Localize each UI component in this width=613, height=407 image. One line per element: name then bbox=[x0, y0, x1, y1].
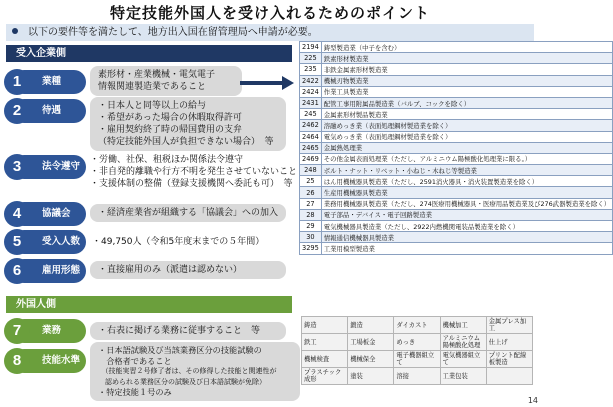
job-cell: プラスチック成形 bbox=[302, 368, 348, 385]
industry-code: 2465 bbox=[300, 142, 322, 153]
page-number: 14 bbox=[527, 396, 538, 405]
job-cell: 電気機器組立て bbox=[440, 351, 486, 368]
industry-name: 情報通信機械器具製造業 bbox=[321, 232, 612, 243]
job-cell: めっき bbox=[394, 334, 440, 351]
industry-name: 非鉄金属素形材製造業 bbox=[321, 64, 612, 75]
point-number: 5 bbox=[4, 229, 30, 255]
page-title: 特定技能外国人を受け入れるためのポイント bbox=[109, 4, 430, 22]
point-number: 6 bbox=[4, 258, 30, 284]
job-cell: 鋳造 bbox=[302, 317, 348, 334]
job-row bbox=[302, 317, 533, 334]
industry-code: 2424 bbox=[300, 86, 322, 97]
job-cell: ダイカスト bbox=[394, 317, 440, 334]
industry-code: 245 bbox=[300, 109, 322, 120]
job-cell: 機械加工 bbox=[440, 317, 486, 334]
industry-code: 25 bbox=[300, 176, 322, 187]
job-row bbox=[302, 351, 533, 368]
point-description: 素形材・産業機械・電気電子 情報関連製造業であること bbox=[90, 66, 242, 96]
industry-code: 248 bbox=[300, 165, 322, 176]
industry-name: 機械刃物製造業 bbox=[321, 75, 612, 86]
point-number: 8 bbox=[4, 348, 30, 374]
industry-code: 2194 bbox=[300, 42, 322, 53]
table-row bbox=[300, 209, 613, 220]
table-row bbox=[300, 64, 613, 75]
industry-name: 鋳型製造業（中子を含む） bbox=[321, 42, 612, 53]
industry-name: 業務用機械器具製造業（ただし、274医療用機械器具・医療用品製造業及び276武器製造業を除く） bbox=[321, 198, 612, 209]
job-cell: 仕上げ bbox=[486, 334, 532, 351]
industry-code: 2464 bbox=[300, 131, 322, 142]
industry-code: 28 bbox=[300, 209, 322, 220]
point-number: 7 bbox=[4, 318, 30, 344]
point-description: ・直接雇用のみ（派遣は認めない） bbox=[90, 261, 286, 279]
industry-name: ボルト・ナット・リベット・小ねじ・木ねじ等製造業 bbox=[321, 165, 612, 176]
table-row bbox=[300, 243, 613, 254]
point-label: 待遇 bbox=[12, 99, 86, 123]
table-row bbox=[300, 142, 613, 153]
table-row bbox=[300, 42, 613, 53]
table-row bbox=[300, 109, 613, 120]
point-label: 法令遵守 bbox=[12, 155, 86, 179]
industry-name: その他金属表面処理業（ただし、アルミニウム陽極酸化処理業に限る。） bbox=[321, 153, 612, 164]
table-row bbox=[300, 232, 613, 243]
table-row bbox=[300, 120, 613, 131]
industry-code: 29 bbox=[300, 221, 322, 232]
table-row bbox=[300, 198, 613, 209]
point-description: ・日本人と同等以上の給与 ・希望があった場合の休暇取得許可 ・雇用契約終了時の帰国費用の支弁 （特定技能外国人が負担できない場合） 等 bbox=[90, 97, 286, 151]
job-cell: 鍛造 bbox=[348, 317, 394, 334]
industry-code: 2469 bbox=[300, 153, 322, 164]
industry-name: 作業工具製造業 bbox=[321, 86, 612, 97]
industry-code: 2422 bbox=[300, 75, 322, 86]
point-description: ・右表に掲げる業務に従事すること 等 bbox=[90, 322, 286, 340]
point-label: 業務 bbox=[12, 319, 86, 343]
industry-name: 電気機械器具製造業（ただし、2922内燃機関電装品製造業を除く） bbox=[321, 221, 612, 232]
industry-code: 27 bbox=[300, 198, 322, 209]
industry-name: 工業用模型製造業 bbox=[321, 243, 612, 254]
table-row bbox=[300, 165, 613, 176]
industry-code: 2462 bbox=[300, 120, 322, 131]
job-cell: 機械検査 bbox=[302, 351, 348, 368]
point-description: ・労働、社保、租税ほか関係法令遵守 ・非自発的離職や行方不明を発生させていないこと ・支援体制の整備（登録支援機関へ委託も可） 等 bbox=[90, 155, 298, 189]
industry-name: 金属熱処理業 bbox=[321, 142, 612, 153]
point-number: 4 bbox=[4, 201, 30, 227]
job-cell: プリント配線板製造 bbox=[486, 351, 532, 368]
job-cell bbox=[486, 368, 532, 385]
industry-table bbox=[299, 41, 613, 255]
table-row bbox=[300, 86, 613, 97]
job-cell: 電子機器組立て bbox=[394, 351, 440, 368]
point-number: 2 bbox=[4, 98, 30, 124]
point-description: ・経済産業省が組織する「協議会」への加入 bbox=[90, 204, 286, 222]
job-row bbox=[302, 334, 533, 351]
table-row bbox=[300, 75, 613, 86]
industry-name: 配管工事用附属品製造業（バルブ、コックを除く） bbox=[321, 97, 612, 108]
job-cell: 工場板金 bbox=[348, 334, 394, 351]
intro-banner bbox=[6, 24, 534, 41]
point-number: 1 bbox=[4, 69, 30, 95]
right-arrow-icon bbox=[240, 76, 294, 90]
bullet-icon bbox=[12, 28, 18, 34]
point-number: 3 bbox=[4, 154, 30, 180]
point-label: 雇用形態 bbox=[12, 259, 86, 283]
point-label: 受入人数 bbox=[12, 230, 86, 254]
industry-code: 3295 bbox=[300, 243, 322, 254]
industry-code: 225 bbox=[300, 53, 322, 64]
job-cell: アルミニウム陽極酸化処理 bbox=[440, 334, 486, 351]
point-label: 業種 bbox=[12, 70, 86, 94]
industry-name: はん用機械器具製造業（ただし、2591消火器具・消火装置製造業を除く） bbox=[321, 176, 612, 187]
job-cell: 溶接 bbox=[394, 368, 440, 385]
industry-code: 235 bbox=[300, 64, 322, 75]
industry-name: 金属素形材製品製造業 bbox=[321, 109, 612, 120]
industry-name: 鉄素形材製造業 bbox=[321, 53, 612, 64]
industry-name: 電気めっき業（表面処理鋼材製造業を除く） bbox=[321, 131, 612, 142]
job-grid bbox=[301, 316, 533, 385]
table-row bbox=[300, 176, 613, 187]
industry-name: 生産用機械器具製造業 bbox=[321, 187, 612, 198]
job-cell: 機械保全 bbox=[348, 351, 394, 368]
job-cell: 工業包装 bbox=[440, 368, 486, 385]
industry-code: 30 bbox=[300, 232, 322, 243]
point-description: ・日本語試験及び当該業務区分の技能試験の 合格者であること （技能実習２号修了者は、その修得した技能と関連性が 認められる業務区分の試験及び日本語試験が免除） ・特定技能１号のみ bbox=[90, 342, 300, 401]
industry-name: 溶融めっき業（表面処理鋼材製造業を除く） bbox=[321, 120, 612, 131]
table-row bbox=[300, 153, 613, 164]
industry-code: 2431 bbox=[300, 97, 322, 108]
job-row bbox=[302, 368, 533, 385]
table-row bbox=[300, 187, 613, 198]
job-cell: 塗装 bbox=[348, 368, 394, 385]
industry-code: 26 bbox=[300, 187, 322, 198]
intro-text: 以下の要件等を満たして、地方出入国在留管理局へ申請が必要。 bbox=[28, 27, 318, 38]
job-cell: 金属プレス加工 bbox=[486, 317, 532, 334]
industry-name: 電子部品・デバイス・電子回路製造業 bbox=[321, 209, 612, 220]
table-row bbox=[300, 131, 613, 142]
table-row bbox=[300, 221, 613, 232]
point-label: 技能水準 bbox=[12, 349, 86, 373]
point-description: ・49,750人（令和5年度末までの５年間） bbox=[92, 237, 265, 247]
section-company: 受入企業側 bbox=[6, 45, 292, 62]
table-row bbox=[300, 97, 613, 108]
table-row bbox=[300, 53, 613, 64]
section-foreigner: 外国人側 bbox=[6, 296, 292, 313]
job-cell: 鉄工 bbox=[302, 334, 348, 351]
point-label: 協議会 bbox=[12, 202, 86, 226]
